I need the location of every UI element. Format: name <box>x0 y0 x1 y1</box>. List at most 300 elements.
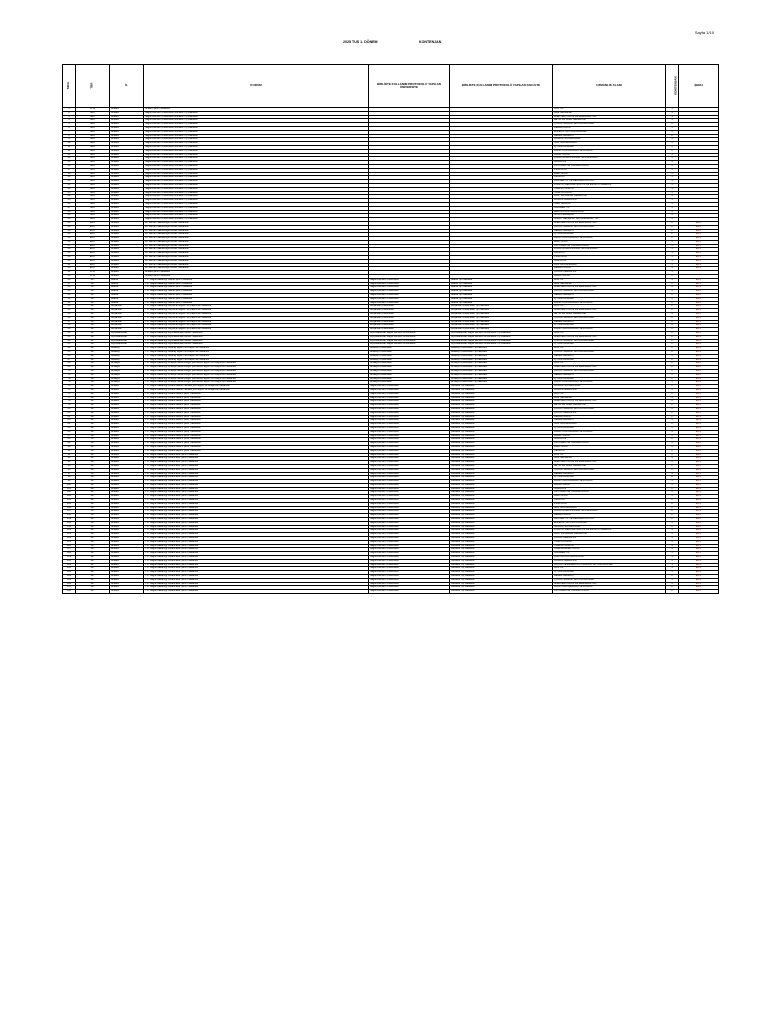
cell-kurum: T.C. Sağlık Bakanlığı Ankara Bilkent Şehir Hastanesi <box>144 426 369 430</box>
cell-quota: 2 <box>666 369 679 373</box>
cell-sira: 85 <box>63 426 76 430</box>
cell-kurum: T.C. Sağlık Bakanlığı Ankara Etlik Şehir Hastanesi <box>144 582 369 586</box>
cell-kurum: T.C. Sağlık Bakanlığı Ankara Bilkent Şehir Hastanesi <box>144 400 369 404</box>
cell-tur: DH <box>76 290 110 294</box>
cell-university: Sağlık Bilimleri Üniversitesi <box>369 533 450 537</box>
page-number: Sayfa 1/10 <box>694 30 714 35</box>
cell-tur: DH <box>76 335 110 339</box>
cell-quota: 1 <box>666 172 679 176</box>
cell-quota: 2 <box>666 134 679 138</box>
cell-kurum: Sağlık Bilimleri Üniversitesi Gülhane Tıp Fakültesi <box>144 172 369 176</box>
cell-quota: 1 <box>666 373 679 377</box>
cell-specialty: AİLE HEKİMLİĞİ <box>553 396 666 400</box>
cell-quota: 2 <box>666 411 679 415</box>
cell-tur: SBÜ <box>76 195 110 199</box>
cell-tur: DH <box>76 445 110 449</box>
cell-university: Sağlık Bilimleri Üniversitesi <box>369 586 450 590</box>
cell-tur: SBÜ <box>76 149 110 153</box>
cell-tur: SBÜ <box>76 210 110 214</box>
cell-kurum: Sağlık Bilimleri Üniversitesi Gülhane Tıp Fakültesi <box>144 157 369 161</box>
cell-tur: EAH <box>76 267 110 271</box>
cell-specialty: NÜKLEER TIP <box>553 552 666 556</box>
cell-university: Sağlık Bilimleri Üniversitesi <box>369 540 450 544</box>
cell-note: Ek-1 <box>679 578 719 582</box>
cell-tur: DH <box>76 313 110 317</box>
cell-specialty: GÖZ HASTALIKLARI <box>553 142 666 146</box>
cell-sira: 69 <box>63 366 76 370</box>
cell-quota: 3 <box>666 578 679 582</box>
cell-quota: 1 <box>666 248 679 252</box>
cell-specialty: İÇ HASTALIKLARI <box>553 233 666 237</box>
cell-note: Ek-1 <box>679 407 719 411</box>
cell-quota: 2 <box>666 575 679 579</box>
cell-il: Adana <box>110 301 144 305</box>
cell-faculty: Adıyaman Üniversitesi Tıp Fakültesi <box>450 305 553 309</box>
header-specialty: UZMANLIK ALANI <box>553 65 666 108</box>
cell-note: Ek-1 <box>679 480 719 484</box>
cell-il: Ankara <box>110 434 144 438</box>
header-sira: SIRA <box>63 65 76 108</box>
cell-il: Ankara <box>110 214 144 218</box>
cell-specialty: GÖĞÜS HASTALIKLARI <box>553 138 666 142</box>
cell-tur: DH <box>76 472 110 476</box>
cell-sira: 7 <box>63 130 76 134</box>
cell-kurum: T.C. Sağlık Bakanlığı Ankara Etlik Şehir Hastanesi <box>144 540 369 544</box>
cell-quota: 1 <box>666 115 679 119</box>
cell-kurum: T.C. Sağlık Bakanlığı Adıyaman Eğitim ve Araştırma Hastanesi <box>144 316 369 320</box>
cell-quota: 2 <box>666 301 679 305</box>
cell-il: Ankara <box>110 108 144 112</box>
cell-kurum: Sağlık Bilimleri Üniversitesi Gülhane Tıp Fakültesi <box>144 119 369 123</box>
cell-quota: 1 <box>666 271 679 275</box>
cell-university: Sağlık Bilimleri Üniversitesi <box>369 278 450 282</box>
cell-sira: 67 <box>63 358 76 362</box>
cell-tur: DH <box>76 510 110 514</box>
cell-university: Sağlık Bilimleri Üniversitesi <box>369 468 450 472</box>
cell-il: Ankara <box>110 540 144 544</box>
cell-university: Sağlık Bilimleri Üniversitesi <box>369 590 450 594</box>
cell-il: Adıyaman <box>110 324 144 328</box>
cell-kurum: T.C. Sağlık Bakanlığı Amasya Sabuncuoğlu Şerefeddin Eğitim ve Araştırma Hastanesi <box>144 362 369 366</box>
cell-kurum: T.C. Sağlık Bakanlığı Ankara Etlik Şehir Hastanesi <box>144 464 369 468</box>
cell-sira: 20 <box>63 180 76 184</box>
cell-kurum: T.C. Sağlık Bakanlığı Ankara Etlik Şehir Hastanesi <box>144 575 369 579</box>
cell-il: Afyonkarahisar <box>110 335 144 339</box>
cell-il: Ankara <box>110 183 144 187</box>
cell-specialty: ORTOPEDİ VE TRAVMATOLOJİ <box>553 590 666 594</box>
cell-note: Ek-1 <box>679 411 719 415</box>
cell-sira: 25 <box>63 199 76 203</box>
header-protocol-faculty: BİRLİKTE KULLANIM PROTOKOLÜ YAPILAN FAKÜLTE <box>450 65 553 108</box>
cell-kurum: Sağlık Bilimleri Üniversitesi Gülhane Tıp Fakültesi <box>144 168 369 172</box>
cell-note: Ek-1 <box>679 358 719 362</box>
cell-quota: 2 <box>666 415 679 419</box>
cell-kurum: Sağlık Bilimleri Üniversitesi Gülhane Tıp Fakültesi <box>144 153 369 157</box>
cell-sira: 50 <box>63 294 76 298</box>
cell-faculty: Gülhane Tıp Fakültesi <box>450 423 553 427</box>
cell-kurum: T.C. Sağlık Bakanlığı Ankara Etlik Şehir Hastanesi <box>144 468 369 472</box>
cell-specialty: RADYOLOJİ <box>553 445 666 449</box>
cell-sira: 113 <box>63 533 76 537</box>
cell-university: Sağlık Bilimleri Üniversitesi <box>369 559 450 563</box>
cell-university: Amasya Üniversitesi <box>369 381 450 385</box>
cell-faculty: Gülhane Tıp Fakültesi <box>450 499 553 503</box>
cell-university: Adıyaman Üniversitesi <box>369 309 450 313</box>
cell-tur: DH <box>76 461 110 465</box>
cell-quota: 4 <box>666 430 679 434</box>
cell-il: Adıyaman <box>110 313 144 317</box>
cell-faculty: Gülhane Tıp Fakültesi <box>450 464 553 468</box>
cell-university: Sağlık Bilimleri Üniversitesi <box>369 464 450 468</box>
cell-sira: 83 <box>63 419 76 423</box>
cell-il: Ankara <box>110 126 144 130</box>
cell-specialty: KADIN HASTALIKLARI VE DOĞUM <box>553 381 666 385</box>
cell-quota: 4 <box>666 457 679 461</box>
cell-faculty: Gülhane Tıp Fakültesi <box>450 552 553 556</box>
cell-quota: 1 <box>666 164 679 168</box>
table-header-row <box>63 65 719 108</box>
cell-kurum: Dr. Burhan Nalbantoğlu Devlet Hastanesi <box>144 225 369 229</box>
cell-specialty: ACİL TIP <box>553 453 666 457</box>
cell-sira: 10 <box>63 142 76 146</box>
cell-note: Ek-1 <box>679 400 719 404</box>
cell-specialty: ÇOCUK SAĞLIĞI VE HASTALIKLARI <box>553 290 666 294</box>
cell-quota: 1 <box>666 548 679 552</box>
cell-university: Sağlık Bilimleri Üniversitesi <box>369 487 450 491</box>
cell-tur: DH <box>76 556 110 560</box>
cell-faculty: Gülhane Tıp Fakültesi <box>450 415 553 419</box>
cell-kurum: T.C. Sağlık Bakanlığı Adana Şehir Hastanesi <box>144 282 369 286</box>
cell-sira: 44 <box>63 271 76 275</box>
cell-university: Sağlık Bilimleri Üniversitesi <box>369 476 450 480</box>
cell-specialty: RADYOLOJİ <box>553 172 666 176</box>
cell-tur: DH <box>76 381 110 385</box>
cell-faculty: Amasya Üniversitesi Tıp Fakültesi <box>450 381 553 385</box>
cell-tur: DH <box>76 533 110 537</box>
cell-sira: 91 <box>63 449 76 453</box>
cell-kurum: T.C. Sağlık Bakanlığı Aksaray Eğitim ve Araştırma Hastanesi <box>144 351 369 355</box>
cell-kurum: T.C. Sağlık Bakanlığı Ankara Etlik Şehir Hastanesi <box>144 590 369 594</box>
cell-faculty: Gülhane Tıp Fakültesi <box>450 510 553 514</box>
cell-faculty: Gülhane Tıp Fakültesi <box>450 442 553 446</box>
cell-kurum: T.C. Sağlık Bakanlığı Adıyaman Eğitim ve Araştırma Hastanesi <box>144 324 369 328</box>
cell-sira: 60 <box>63 332 76 336</box>
cell-specialty: RADYOLOJİ <box>553 240 666 244</box>
cell-university: Sağlık Bilimleri Üniversitesi <box>369 286 450 290</box>
cell-quota: 1 <box>666 206 679 210</box>
cell-quota: 4 <box>666 290 679 294</box>
cell-quota: 2 <box>666 221 679 225</box>
cell-note: Ek-1 <box>679 525 719 529</box>
cell-quota: 1 <box>666 191 679 195</box>
cell-sira: 1 <box>63 108 76 112</box>
cell-specialty: ÇOCUK SAĞLIĞI VE HASTALIKLARI <box>553 369 666 373</box>
cell-il: Ankara <box>110 578 144 582</box>
cell-quota: 1 <box>666 533 679 537</box>
cell-kurum: Sağlık Bilimleri Üniversitesi Gülhane Tıp Fakültesi <box>144 142 369 146</box>
cell-note: Ek-1 <box>679 404 719 408</box>
cell-specialty: BEYİN VE SİNİR CERRAHİSİ <box>553 404 666 408</box>
cell-kurum: T.C. Sağlık Bakanlığı Ankara Etlik Şehir Hastanesi <box>144 483 369 487</box>
cell-quota: 8 <box>666 426 679 430</box>
cell-faculty: Aksaray Üniversitesi Tıp Fakültesi <box>450 354 553 358</box>
cell-tur: DH <box>76 483 110 487</box>
cell-university: Sağlık Bilimleri Üniversitesi <box>369 514 450 518</box>
cell-quota: 1 <box>666 563 679 567</box>
cell-specialty: DERMATOLOJİ <box>553 514 666 518</box>
cell-faculty: Gülhane Tıp Fakültesi <box>450 578 553 582</box>
cell-quota: 8 <box>666 476 679 480</box>
cell-kurum: Sağlık Bilimleri Üniversitesi Gülhane Tıp Fakültesi <box>144 218 369 222</box>
cell-tur: DH <box>76 332 110 336</box>
cell-quota: 2 <box>666 347 679 351</box>
cell-university: Sağlık Bilimleri Üniversitesi <box>369 430 450 434</box>
cell-il: Ankara <box>110 426 144 430</box>
cell-sira: 74 <box>63 385 76 389</box>
cell-kurum: Dr. Burhan Nalbantoğlu Devlet Hastanesi <box>144 267 369 271</box>
cell-kurum: T.C. Sağlık Bakanlığı Ankara Etlik Şehir Hastanesi <box>144 495 369 499</box>
cell-specialty: TIBBİ BİYOKİMYA <box>553 187 666 191</box>
cell-il: Ankara <box>110 487 144 491</box>
cell-faculty: Gülhane Tıp Fakültesi <box>450 411 553 415</box>
cell-sira: 46 <box>63 278 76 282</box>
cell-kurum: T.C. Sağlık Bakanlığı Adana Şehir Hastanesi <box>144 286 369 290</box>
header-note: ŞERH <box>679 65 719 108</box>
cell-sira: 24 <box>63 195 76 199</box>
cell-quota: 1 <box>666 138 679 142</box>
cell-tur: DH <box>76 502 110 506</box>
cell-kurum: Sağlık Bilimleri Üniversitesi Gülhane Tıp Fakültesi <box>144 187 369 191</box>
cell-kurum: T.C. Sağlık Bakanlığı Ankara Bilkent Şehir Hastanesi <box>144 442 369 446</box>
cell-sira: 105 <box>63 502 76 506</box>
cell-sira: 102 <box>63 491 76 495</box>
cell-tur: DH <box>76 388 110 392</box>
cell-tur: SBÜ <box>76 202 110 206</box>
cell-specialty: ANESTEZİYOLOJİ VE REANİMASYON <box>553 582 666 586</box>
cell-kurum: T.C. Sağlık Bakanlığı Ankara Etlik Şehir Hastanesi <box>144 537 369 541</box>
cell-faculty: Gülhane Tıp Fakültesi <box>450 388 553 392</box>
cell-faculty: Adana Tıp Fakültesi <box>450 294 553 298</box>
cell-tur: DH <box>76 499 110 503</box>
cell-note: Ek-1 <box>679 419 719 423</box>
cell-tur: DH <box>76 278 110 282</box>
cell-quota: 2 <box>666 506 679 510</box>
cell-note: Ek-1 <box>679 590 719 594</box>
cell-specialty: GENEL CERRAHİ <box>553 575 666 579</box>
cell-kurum: Sağlık Bilimleri Üniversitesi Gülhane Tıp Fakültesi <box>144 206 369 210</box>
cell-tur: DH <box>76 491 110 495</box>
cell-faculty: Adana Tıp Fakültesi <box>450 282 553 286</box>
header-il: İL <box>110 65 144 108</box>
cell-university: Sağlık Bilimleri Üniversitesi <box>369 552 450 556</box>
cell-kurum: T.C. Sağlık Bakanlığı Adıyaman Eğitim ve Araştırma Hastanesi <box>144 328 369 332</box>
cell-university: Adıyaman Üniversitesi <box>369 316 450 320</box>
cell-tur: DH <box>76 294 110 298</box>
cell-sira: 73 <box>63 381 76 385</box>
cell-faculty: Gülhane Tıp Fakültesi <box>450 514 553 518</box>
cell-specialty: ÇOCUK SAĞLIĞI VE HASTALIKLARI <box>553 339 666 343</box>
cell-sira: 64 <box>63 347 76 351</box>
cell-kurum: T.C. Sağlık Bakanlığı Ankara Etlik Şehir Hastanesi <box>144 586 369 590</box>
cell-specialty: ÇOCUK SAĞLIĞI VE HASTALIKLARI <box>553 351 666 355</box>
cell-kurum: T.C. Sağlık Bakanlığı Ankara Bilkent Şehir Hastanesi <box>144 430 369 434</box>
cell-sira: 88 <box>63 438 76 442</box>
cell-il: Ankara <box>110 400 144 404</box>
cell-specialty: ÇOCUK SAĞLIĞI VE HASTALIKLARI <box>553 123 666 127</box>
cell-sira: 97 <box>63 472 76 476</box>
cell-specialty: ANESTEZİYOLOJİ VE REANİMASYON <box>553 400 666 404</box>
cell-kurum: T.C. Sağlık Bakanlığı Ankara Bilkent Şehir Hastanesi <box>144 419 369 423</box>
cell-quota: 2 <box>666 294 679 298</box>
cell-tur: DH <box>76 396 110 400</box>
cell-tur: EAH <box>76 248 110 252</box>
cell-sira: 118 <box>63 552 76 556</box>
cell-tur: SBÜ <box>76 130 110 134</box>
cell-specialty: HALK SAĞLIĞI <box>553 202 666 206</box>
cell-sira: 82 <box>63 415 76 419</box>
cell-university: Adıyaman Üniversitesi <box>369 320 450 324</box>
cell-quota: 1 <box>666 126 679 130</box>
cell-note: Ek-1 <box>679 316 719 320</box>
cell-kurum: Dr. Burhan Nalbantoğlu Devlet Hastanesi <box>144 229 369 233</box>
cell-il: Ankara <box>110 134 144 138</box>
cell-specialty: ENFEKSİYON HASTALIKLARI <box>553 130 666 134</box>
cell-note: Ek-1 <box>679 491 719 495</box>
cell-il: Ankara <box>110 161 144 165</box>
cell-specialty: GÖZ HASTALIKLARI <box>553 506 666 510</box>
cell-il: Amasya <box>110 362 144 366</box>
cell-sira: 66 <box>63 354 76 358</box>
cell-tur: EAH <box>76 229 110 233</box>
cell-kurum: T.C. Sağlık Bakanlığı Ankara Etlik Şehir Hastanesi <box>144 533 369 537</box>
cell-specialty: İÇ HASTALIKLARI <box>553 343 666 347</box>
cell-specialty: KADIN HASTALIKLARI VE DOĞUM <box>553 430 666 434</box>
cell-note: Ek-1 <box>679 381 719 385</box>
cell-sira: 45 <box>63 275 76 279</box>
cell-specialty: KADIN HASTALIKLARI VE DOĞUM <box>553 301 666 305</box>
cell-quota: 1 <box>666 111 679 115</box>
cell-tur: DH <box>76 464 110 468</box>
cell-note: Ek-1 <box>679 487 719 491</box>
cell-il: Ankara <box>110 457 144 461</box>
cell-specialty: KARDİYOLOJİ <box>553 153 666 157</box>
cell-specialty: KARDİYOLOJİ <box>553 483 666 487</box>
cell-quota: 1 <box>666 195 679 199</box>
cell-quota: 2 <box>666 464 679 468</box>
cell-quota: 1 <box>666 187 679 191</box>
cell-tur: EAH <box>76 237 110 241</box>
cell-sira: 31 <box>63 221 76 225</box>
cell-note: Ek-1 <box>679 445 719 449</box>
cell-quota: 3 <box>666 582 679 586</box>
cell-university: Sağlık Bilimleri Üniversitesi <box>369 392 450 396</box>
cell-specialty: ANESTEZİYOLOJİ VE REANİMASYON <box>553 286 666 290</box>
cell-quota: 2 <box>666 586 679 590</box>
cell-il: Ankara <box>110 123 144 127</box>
cell-quota: 1 <box>666 521 679 525</box>
cell-tur: DH <box>76 351 110 355</box>
cell-specialty: DERMATOLOJİ <box>553 415 666 419</box>
cell-sira: 98 <box>63 476 76 480</box>
cell-il: Ankara <box>110 138 144 142</box>
cell-kurum: Sağlık Bilimleri Üniversitesi Gülhane Tıp Fakültesi <box>144 164 369 168</box>
cell-specialty: ÇOCUK CERRAHİSİ <box>553 537 666 541</box>
cell-quota: 2 <box>666 377 679 381</box>
cell-quota: 1 <box>666 183 679 187</box>
cell-kurum: T.C. Sağlık Bakanlığı Adana Şehir Hastanesi <box>144 278 369 282</box>
cell-tur: DH <box>76 518 110 522</box>
cell-il: Adıyaman <box>110 309 144 313</box>
cell-il: Ankara <box>110 199 144 203</box>
cell-specialty: KULAK BURUN BOĞAZ HASTALIKLARI <box>553 510 666 514</box>
cell-il: Ankara <box>110 586 144 590</box>
cell-il: Ankara <box>110 483 144 487</box>
cell-tur: SBÜ <box>76 183 110 187</box>
cell-il: Adıyaman <box>110 328 144 332</box>
cell-il: Ankara <box>110 153 144 157</box>
cell-tur: DH <box>76 548 110 552</box>
cell-sira: 90 <box>63 445 76 449</box>
cell-quota: 1 <box>666 537 679 541</box>
cell-tur: DH <box>76 544 110 548</box>
cell-tur: DH <box>76 438 110 442</box>
cell-quota: 4 <box>666 480 679 484</box>
cell-il: Ankara <box>110 442 144 446</box>
cell-kurum: Sağlık Bilimleri Üniversitesi Gülhane Tıp Fakültesi <box>144 123 369 127</box>
cell-quota: 2 <box>666 320 679 324</box>
cell-il: Ankara <box>110 514 144 518</box>
cell-faculty: Gülhane Tıp Fakültesi <box>450 556 553 560</box>
cell-sira: 94 <box>63 461 76 465</box>
cell-note: Ek-1 <box>679 309 719 313</box>
cell-university: Sağlık Bilimleri Üniversitesi <box>369 575 450 579</box>
cell-note: Ek-1 <box>679 457 719 461</box>
cell-il: Adana <box>110 286 144 290</box>
cell-quota: 1 <box>666 529 679 533</box>
cell-kurum: Sağlık Bilimleri Üniversitesi Gülhane Tıp Fakültesi <box>144 134 369 138</box>
cell-quota: 1 <box>666 381 679 385</box>
cell-note: Ek-1 <box>679 461 719 465</box>
cell-sira: 43 <box>63 267 76 271</box>
cell-faculty: Gülhane Tıp Fakültesi <box>450 453 553 457</box>
cell-kurum: T.C. Sağlık Bakanlığı Aksaray Eğitim ve Araştırma Hastanesi <box>144 358 369 362</box>
cell-tur: DH <box>76 423 110 427</box>
cell-university: Sağlık Bilimleri Üniversitesi <box>369 434 450 438</box>
cell-tur: DH <box>76 434 110 438</box>
cell-sira: 47 <box>63 282 76 286</box>
cell-tur: EAH <box>76 259 110 263</box>
header-protocol-university: BİRLİKTE KULLANIM PROTOKOLÜ YAPILAN ÜNİVERSİTE <box>369 65 450 108</box>
cell-kurum: T.C. Sağlık Bakanlığı Ankara Etlik Şehir Hastanesi <box>144 510 369 514</box>
cell-quota: 2 <box>666 149 679 153</box>
cell-tur: DH <box>76 366 110 370</box>
cell-il: Ankara <box>110 164 144 168</box>
cell-specialty: ORTOPEDİ VE TRAVMATOLOJİ <box>553 164 666 168</box>
cell-kurum: T.C. Sağlık Bakanlığı Ankara Etlik Şehir Hastanesi <box>144 461 369 465</box>
cell-tur: SBÜ <box>76 145 110 149</box>
cell-note: Ek-1 <box>679 430 719 434</box>
cell-specialty: KADIN HASTALIKLARI VE DOĞUM <box>553 586 666 590</box>
cell-kurum: T.C. Sağlık Bakanlığı Ankara Bilkent Şehir Hastanesi <box>144 392 369 396</box>
cell-faculty: Gülhane Tıp Fakültesi <box>450 575 553 579</box>
cell-specialty: ANESTEZİYOLOJİ VE REANİMASYON <box>553 461 666 465</box>
cell-quota: 2 <box>666 275 679 279</box>
cell-kurum: Ankara Şehir Hastanesi <box>144 275 369 279</box>
cell-il: Ankara <box>110 567 144 571</box>
cell-tur: DH <box>76 362 110 366</box>
cell-tur: DH <box>76 377 110 381</box>
cell-specialty: ÇOCUK SAĞLIĞI VE HASTALIKLARI <box>553 578 666 582</box>
